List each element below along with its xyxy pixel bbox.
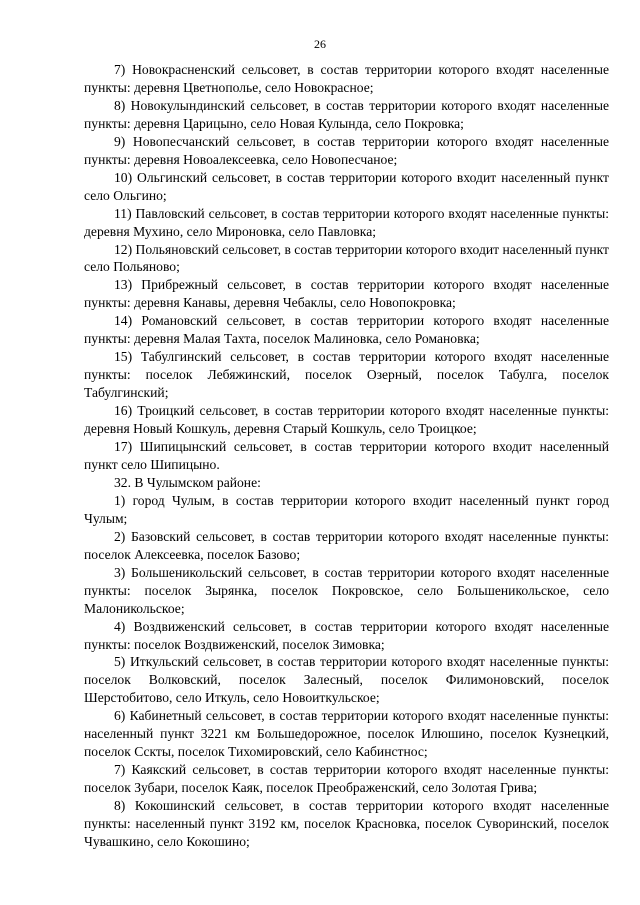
paragraph: 15) Табулгинский сельсовет, в состав территории которого входят населенные пункты: поселок Лебяжинский, поселок Озерный, поселок Табулга, поселок Табулгинский; bbox=[84, 349, 609, 401]
paragraph: 8) Кокошинский сельсовет, в состав территории которого входят населенные пункты: населенный пункт 3192 км, поселок Красновка, поселок Суворинский, поселок Чувашкино, село Кокошино; bbox=[84, 798, 609, 849]
paragraph: 13) Прибрежный сельсовет, в состав территории которого входят населенные пункты: деревня Канавы, деревня Чебаклы, село Новопокровка; bbox=[84, 277, 609, 311]
page-number: 26 bbox=[314, 37, 326, 51]
paragraph: 10) Ольгинский сельсовет, в состав территории которого входит населенный пункт село Ольгино; bbox=[84, 169, 609, 203]
paragraph: 2) Базовский сельсовет, в состав территории которого входят населенные пункты: поселок Алексеевка, поселок Базово; bbox=[84, 528, 609, 562]
paragraph: 5) Иткульский сельсовет, в состав территории которого входят населенные пункты: поселок Волковский, поселок Залесный, поселок Филимоновский, поселок Шерстобитово, село Иткуль, село Новоиткульское; bbox=[84, 654, 609, 706]
paragraph: 7) Каякский сельсовет, в состав территории которого входят населенные пункты: поселок Зубари, поселок Каяк, поселок Преображенский, село Золотая Грива; bbox=[84, 762, 609, 796]
paragraph: 8) Новокулындинский сельсовет, в состав территории которого входят населенные пункты: деревня Царицыно, село Новая Кулында, село Покровка; bbox=[84, 97, 609, 131]
paragraph: 12) Польяновский сельсовет, в состав территории которого входит населенный пункт село Польяново; bbox=[84, 241, 609, 275]
paragraph: 4) Воздвиженский сельсовет, в состав территории которого входят населенные пункты: поселок Воздвиженский, поселок Зимовка; bbox=[84, 618, 609, 652]
paragraph: 17) Шипицынский сельсовет, в состав территории которого входит населенный пункт село Шипицыно. bbox=[84, 439, 609, 472]
paragraph: 11) Павловский сельсовет, в состав территории которого входят населенные пункты: деревня Мухино, село Мироновка, село Павловка; bbox=[84, 205, 609, 239]
paragraph: 9) Новопесчанский сельсовет, в состав территории которого входят населенные пункты: деревня Новоалексеевка, село Новопесчаное; bbox=[84, 133, 609, 167]
paragraph: 16) Троицкий сельсовет, в состав территории которого входят населенные пункты: деревня Новый Кошкуль, деревня Старый Кошкуль, село Троицкое; bbox=[84, 403, 609, 437]
document-body bbox=[84, 61, 609, 851]
paragraph: 1) город Чулым, в состав территории которого входит населенный пункт город Чулым; bbox=[84, 492, 609, 526]
section-heading: 32. В Чулымском районе: bbox=[114, 474, 261, 490]
paragraph: 6) Кабинетный сельсовет, в состав территории которого входят населенные пункты: населенный пункт 3221 км Большедорожное, поселок Илюшино, поселок Кузнецкий, поселок Сскты, поселок Тихомировский, село Кабинстнос; bbox=[84, 708, 609, 760]
paragraph: 7) Новокрасненский сельсовет, в состав территории которого входят населенные пункты: деревня Цветнополье, село Новокрасное; bbox=[84, 62, 609, 95]
paragraph: 3) Большеникольский сельсовет, в состав территории которого входят населенные пункты: поселок Зырянка, поселок Покровское, село Большеникольское, село Малоникольское; bbox=[84, 564, 609, 616]
paragraph: 14) Романовский сельсовет, в состав территории которого входят населенные пункты: деревня Малая Тахта, поселок Малиновка, село Романовка; bbox=[84, 313, 609, 347]
